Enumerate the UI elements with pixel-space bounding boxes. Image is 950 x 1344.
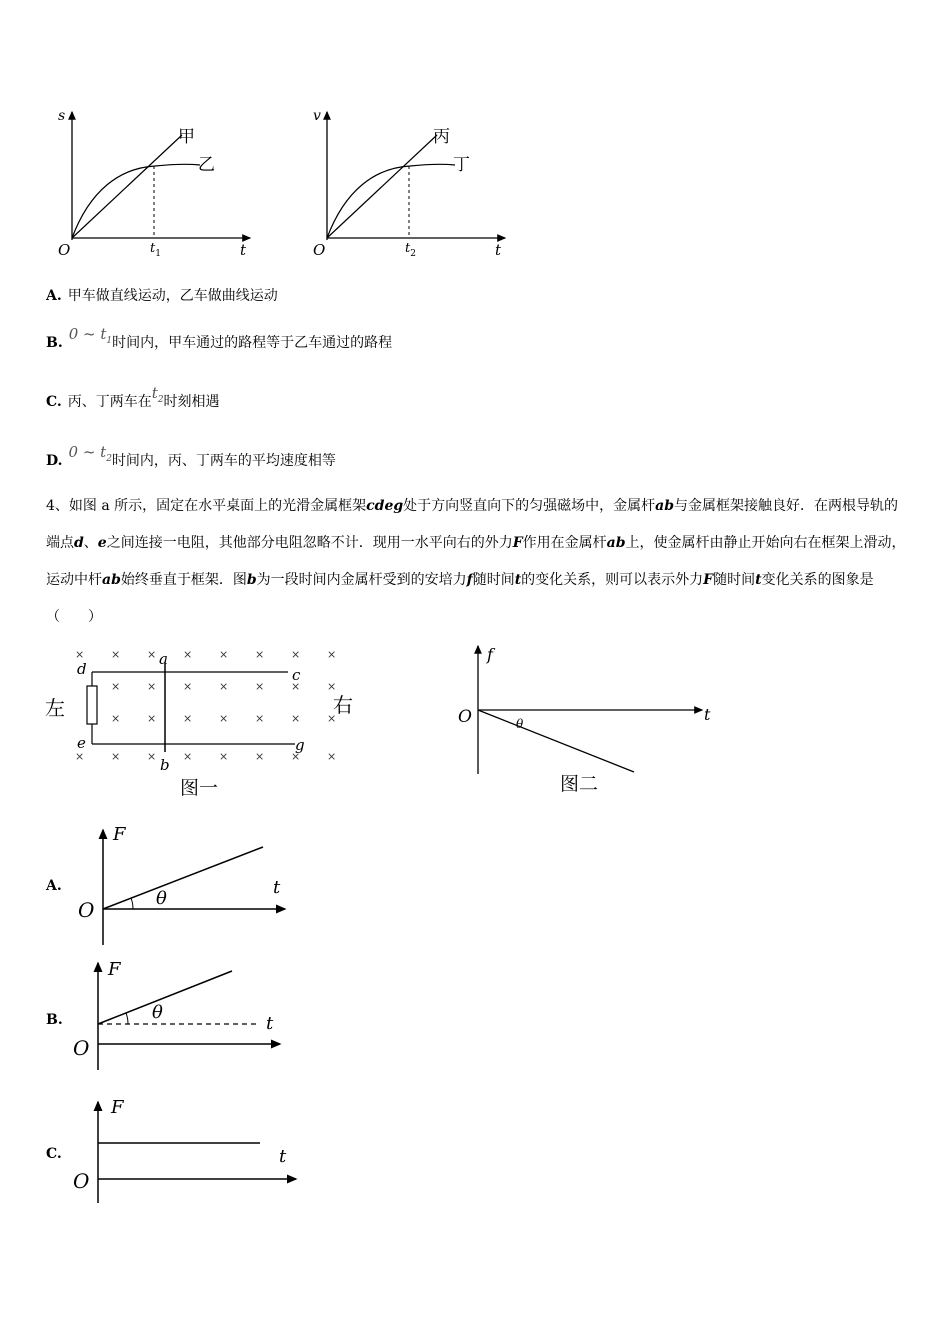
origin-label: O [73,1169,90,1193]
field-cross: × [147,750,157,763]
q3-option-c: C. 丙、丁两车在$t_2$时刻相遇 [46,384,220,410]
field-cross: × [255,648,265,661]
label-c: c [292,666,301,684]
option-b-graph [70,955,310,1075]
field-cross: × [111,750,121,763]
field-cross: × [327,712,337,725]
field-cross: × [75,750,85,763]
F-label: F [111,1097,124,1118]
q4-option-c: C. [46,1146,62,1162]
field-cross: × [111,680,121,693]
label-a: a [159,650,168,668]
field-cross: × [219,712,229,725]
q4-stem: 4、如图 a 所示，固定在水平桌面上的光滑金属框架cdeg处于方向竖直向下的匀强磁场中，金属杆ab与金属框架接触良好．在两根导轨的端点d、e之间连接一电阻，其他部分电阻忽略不计．现用一水平向右的外力F作用在金属杆ab上，使金属杆由静止开始向右在框架上滑动，运动中杆ab始终垂直于框架．图b为一段时间内金属杆受到的安培力f随时间t的变化关系，则可以表示外力F随时间t变化关系的图象是（ ） [46,498,906,625]
field-cross: × [255,712,265,725]
F-label: F [113,824,126,845]
field-cross: × [147,680,157,693]
field-cross: × [291,648,301,661]
figure-two-graph [450,640,730,805]
field-cross: × [219,680,229,693]
t-label: t [240,241,247,259]
label-g: g [295,736,305,754]
field-cross: × [255,750,265,763]
t-label: t [495,241,502,259]
t-label: t [704,705,711,724]
F-label: F [108,959,121,980]
f-line [478,710,634,772]
q4-option-b: B. [46,1012,63,1028]
theta-label: θ [156,888,167,909]
line-jia [72,135,182,238]
option-c-graph [70,1090,310,1210]
label-e: e [77,734,86,752]
figure-two-caption: 图二 [560,773,599,795]
resistor [87,686,97,724]
origin-label: O [78,898,95,922]
f-label: f [487,645,493,664]
v-label: v [313,108,321,124]
q3-option-d: D. 0 ~ $t_2$时间内，丙、丁两车的平均速度相等 [46,443,336,469]
graph-s-t [50,100,260,265]
field-cross: × [75,648,85,661]
figure-one-circuit [40,640,370,805]
label-jia: 甲 [178,127,195,147]
theta-label: θ [152,1002,163,1023]
graph-v-t [305,100,515,265]
t-label: t [279,1146,287,1167]
t1-label: $t_1$ [150,241,161,259]
field-cross: × [327,750,337,763]
t-label: t [266,1013,274,1034]
field-cross: × [183,750,193,763]
field-cross: × [183,648,193,661]
label-bing: 丙 [433,127,450,147]
field-cross: × [291,712,301,725]
label-b: b [160,756,170,774]
label-left: 左 [45,696,65,720]
label-yi: 乙 [198,155,215,175]
t2-label: $t_2$ [405,241,416,259]
field-cross: × [111,712,121,725]
field-cross: × [291,680,301,693]
field-cross: × [327,648,337,661]
q4-option-a: A. [46,878,62,894]
angle-arc [126,1013,128,1024]
field-cross: × [147,648,157,661]
s-label: s [58,108,66,124]
curve-ding [327,164,455,238]
field-cross: × [183,712,193,725]
field-cross: × [147,712,157,725]
label-ding: 丁 [453,155,470,175]
q3-option-b: B. 0 ~ $t_1$时间内，甲车通过的路程等于乙车通过的路程 [46,325,393,351]
field-cross: × [291,750,301,763]
figure-one-caption: 图一 [180,777,219,799]
option-a-graph [70,820,310,950]
F-line [103,847,263,909]
field-cross: × [219,648,229,661]
field-cross: × [183,680,193,693]
origin-label: O [458,707,472,727]
angle-arc [131,898,133,909]
field-cross: × [111,648,121,661]
origin-label: O [73,1036,90,1060]
theta-label: θ [516,717,524,731]
origin-label: O [58,241,71,259]
q3-option-a: A. 甲车做直线运动，乙车做曲线运动 [46,288,278,304]
label-right: 右 [333,693,353,717]
origin-label: O [313,241,326,259]
field-cross: × [219,750,229,763]
curve-yi [72,164,200,238]
field-cross: × [327,680,337,693]
line-bing [327,135,437,238]
field-cross: × [255,680,265,693]
label-d: d [77,660,87,678]
t-label: t [273,877,281,898]
